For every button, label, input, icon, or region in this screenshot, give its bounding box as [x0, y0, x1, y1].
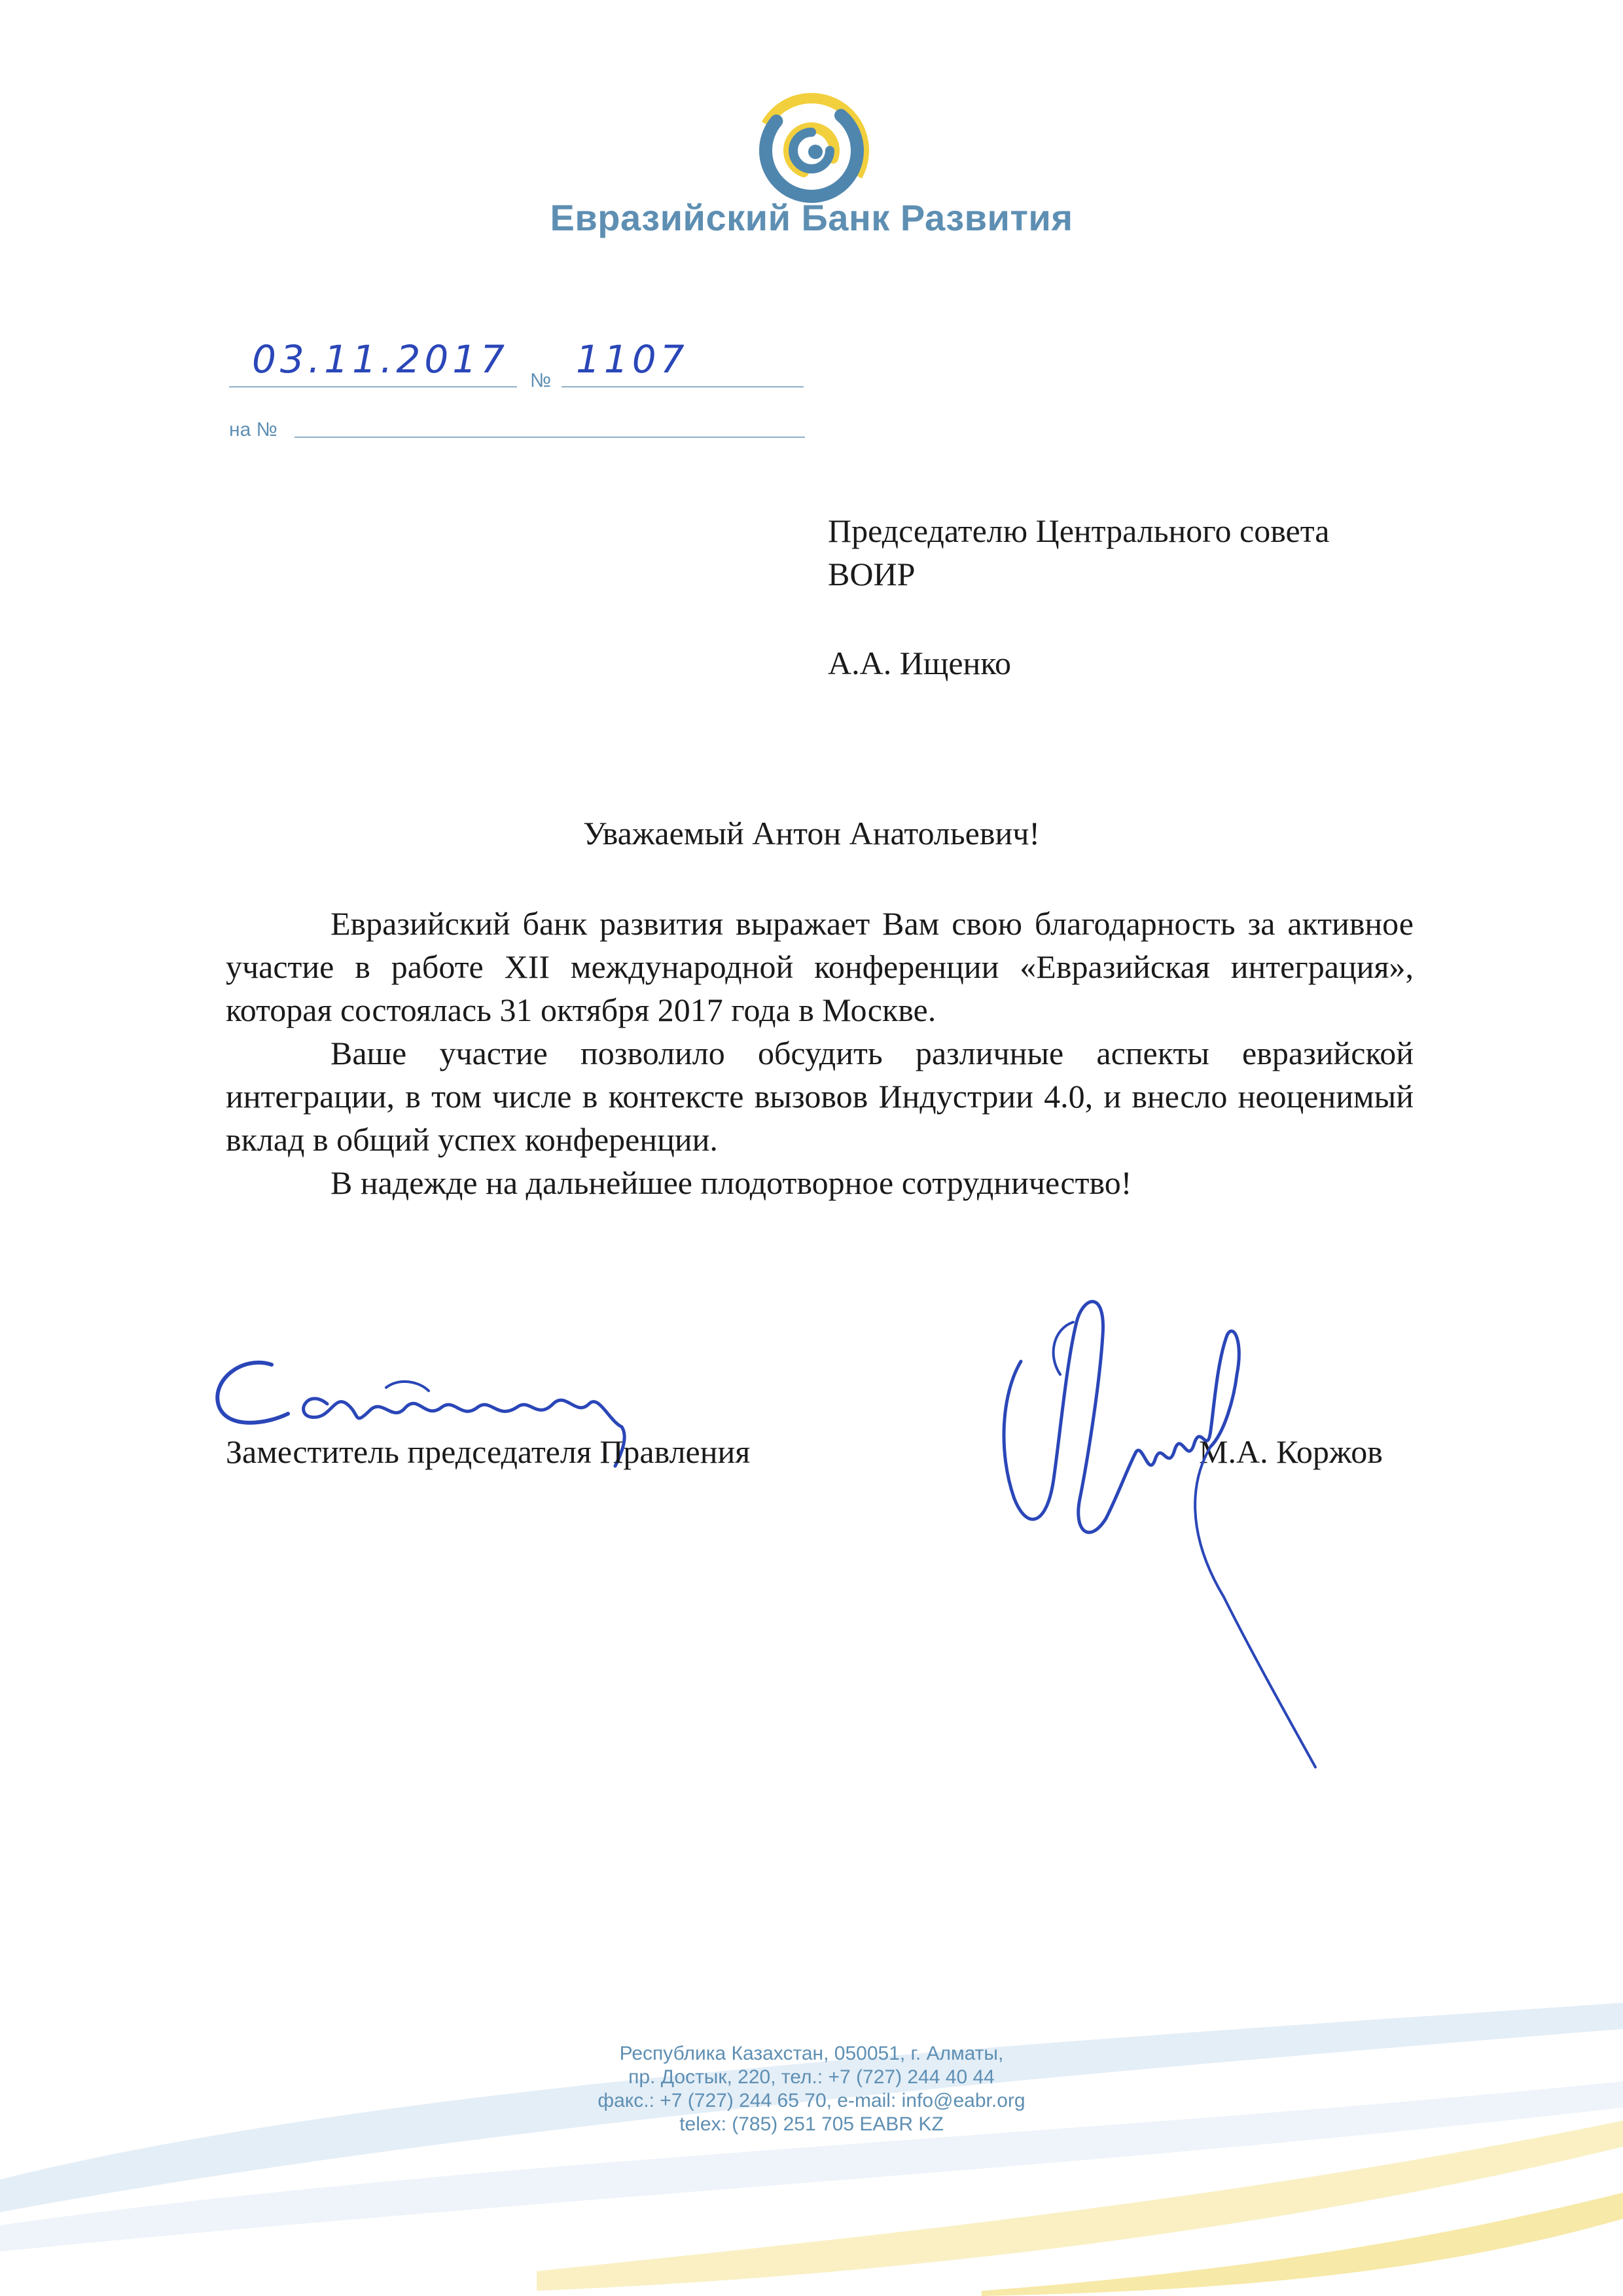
salutation: Уважаемый Антон Анатольевич! — [582, 815, 1041, 852]
body-paragraph: Евразийский банк развития выражает Вам свою благодарность за активное участие в работе XII международной конференции «Евразийская интеграция», которая состоялась 31 октября 2017 года в Москве. — [226, 905, 1414, 1028]
registration-date: 03.11.2017 — [252, 337, 509, 382]
number-label: № — [530, 370, 552, 391]
footer-contacts — [0, 2042, 1623, 2136]
signatory-name: М.А. Коржов — [1199, 1433, 1383, 1470]
body-paragraph: Ваше участие позволило обсудить различные аспекты евразийской интеграции, в том числе в контексте вызовов Индустрии 4.0, и внесло неоценимый вклад в общий успех конференции. — [226, 1035, 1414, 1158]
reference-line — [294, 437, 805, 438]
signatory-title: Заместитель председателя Правления — [226, 1433, 751, 1470]
number-line — [562, 386, 804, 387]
letter-body — [226, 902, 1414, 1204]
addressee-organization: ВОИР — [828, 556, 916, 592]
addressee-block — [828, 509, 1450, 596]
footer-fax-email: факс.: +7 (727) 244 65 70, e-mail: info@eabr.org — [597, 2090, 1026, 2111]
date-line — [229, 386, 517, 387]
footer-telex: telex: (785) 251 705 EABR KZ — [679, 2113, 944, 2135]
reference-label: на № — [229, 419, 277, 440]
footer-street-phone: пр. Достык, 220, тел.: +7 (727) 244 40 44 — [628, 2066, 995, 2088]
addressee-position: Председателю Центрального совета — [828, 512, 1330, 549]
registration-number: 1107 — [576, 337, 688, 382]
bank-name: Евразийский Банк Развития — [550, 197, 1073, 238]
addressee-name: А.А. Ищенко — [828, 645, 1012, 681]
body-paragraph: В надежде на дальнейшее плодотворное сотрудничество! — [330, 1164, 1132, 1201]
footer-address: Республика Казахстан, 050051, г. Алматы, — [619, 2043, 1004, 2064]
handwritten-signature — [975, 1283, 1342, 1774]
eabr-swirl-logo-icon — [753, 92, 870, 209]
